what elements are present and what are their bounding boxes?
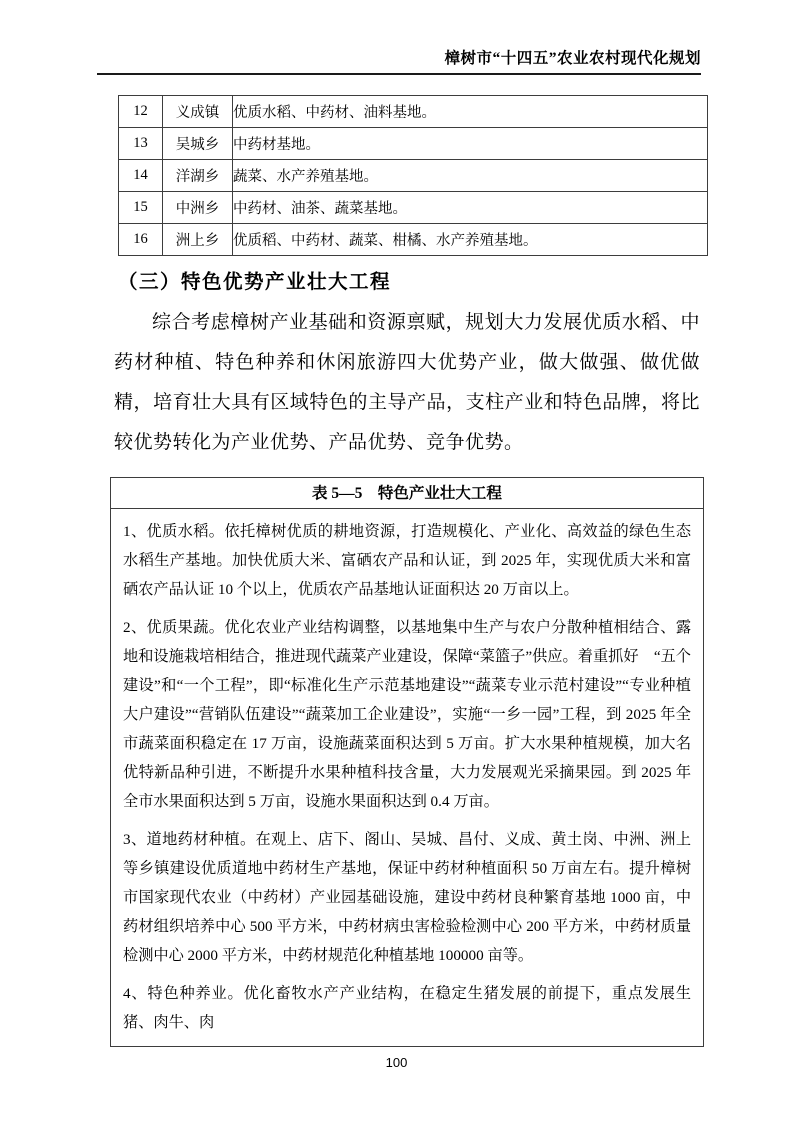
towns-table [118, 95, 708, 256]
section-heading: （三）特色优势产业壮大工程 [118, 272, 392, 293]
row-number-cell: 12 [119, 96, 163, 128]
project-item-4: 4、特色种养业。优化畜牧水产产业结构，在稳定生猪发展的前提下，重点发展生猪、肉牛、肉 [123, 985, 691, 1031]
town-desc-cell: 中药材基地。 [233, 128, 708, 160]
project-item-1: 1、优质水稻。依托樟树优质的耕地资源，打造规模化、产业化、高效益的绿色生态水稻生产基地。加快优质大米、富硒农产品和认证，到 2025 年，实现优质大米和富硒农产品认证 10 个以上，优质农产品基地认证面积达 20 万亩以上。 [123, 523, 691, 598]
table-row [119, 96, 708, 128]
table-row [119, 160, 708, 192]
town-name-cell: 中洲乡 [163, 192, 233, 224]
page-header [97, 50, 701, 75]
project-item-3: 3、道地药材种植。在观上、店下、阁山、吴城、昌付、义成、黄土岗、中洲、洲上等乡镇建设优质道地中药材生产基地，保证中药材种植面积 50 万亩左右。提升樟树市国家现代农业（中药材）产业园基础设施，建设中药材良种繁育基地 1000 亩，中药材组织培养中心 500 平方米，中药材病虫害检验检测中心 200 平方米，中药材质量检测中心 2000 平方米，中药材规范化种植基地 100000 亩等。 [123, 831, 691, 964]
towns-table-body [119, 96, 708, 256]
project-table-body [111, 509, 703, 1046]
town-name-cell: 洲上乡 [163, 224, 233, 256]
page-footer [0, 1055, 793, 1070]
town-name-cell: 洋湖乡 [163, 160, 233, 192]
row-number-cell: 15 [119, 192, 163, 224]
row-number-cell: 13 [119, 128, 163, 160]
header-title: 樟树市“十四五”农业农村现代化规划 [444, 50, 701, 67]
table-row [119, 192, 708, 224]
town-desc-cell: 优质水稻、中药材、油料基地。 [233, 96, 708, 128]
table-row [119, 128, 708, 160]
row-number-cell: 14 [119, 160, 163, 192]
project-table [110, 477, 704, 1047]
town-name-cell: 吴城乡 [163, 128, 233, 160]
section-paragraph: 综合考虑樟树产业基础和资源禀赋，规划大力发展优质水稻、中药材种植、特色种养和休闲旅游四大优势产业，做大做强、做优做精，培育壮大具有区域特色的主导产品，支柱产业和特色品牌，将比较优势转化为产业优势、产品优势、竞争优势。 [114, 312, 700, 453]
town-desc-cell: 蔬菜、水产养殖基地。 [233, 160, 708, 192]
page-content [112, 95, 706, 1047]
table-row [119, 224, 708, 256]
town-desc-cell: 优质稻、中药材、蔬菜、柑橘、水产养殖基地。 [233, 224, 708, 256]
town-name-cell: 义成镇 [163, 96, 233, 128]
project-table-title: 表 5—5 特色产业壮大工程 [111, 478, 703, 509]
town-desc-cell: 中药材、油茶、蔬菜基地。 [233, 192, 708, 224]
page-number: 100 [385, 1055, 408, 1070]
row-number-cell: 16 [119, 224, 163, 256]
project-item-2: 2、优质果蔬。优化农业产业结构调整，以基地集中生产与农户分散种植相结合、露地和设施栽培相结合，推进现代蔬菜产业建设，保障“菜篮子”供应。着重抓好 “五个建设”和“一个工程”，即“标准化生产示范基地建设”“蔬菜专业示范村建设”“专业种植大户建设”“营销队伍建设”“蔬菜加工企业建设”，实施“一乡一园”工程，到 2025 年全市蔬菜面积稳定在 17 万亩，设施蔬菜面积达到 5 万亩。扩大水果种植规模，加大名优特新品种引进，不断提升水果种植科技含量，大力发展观光采摘果园。到 2025 年全市水果面积达到 5 万亩，设施水果面积达到 0.4 万亩。 [123, 619, 691, 810]
